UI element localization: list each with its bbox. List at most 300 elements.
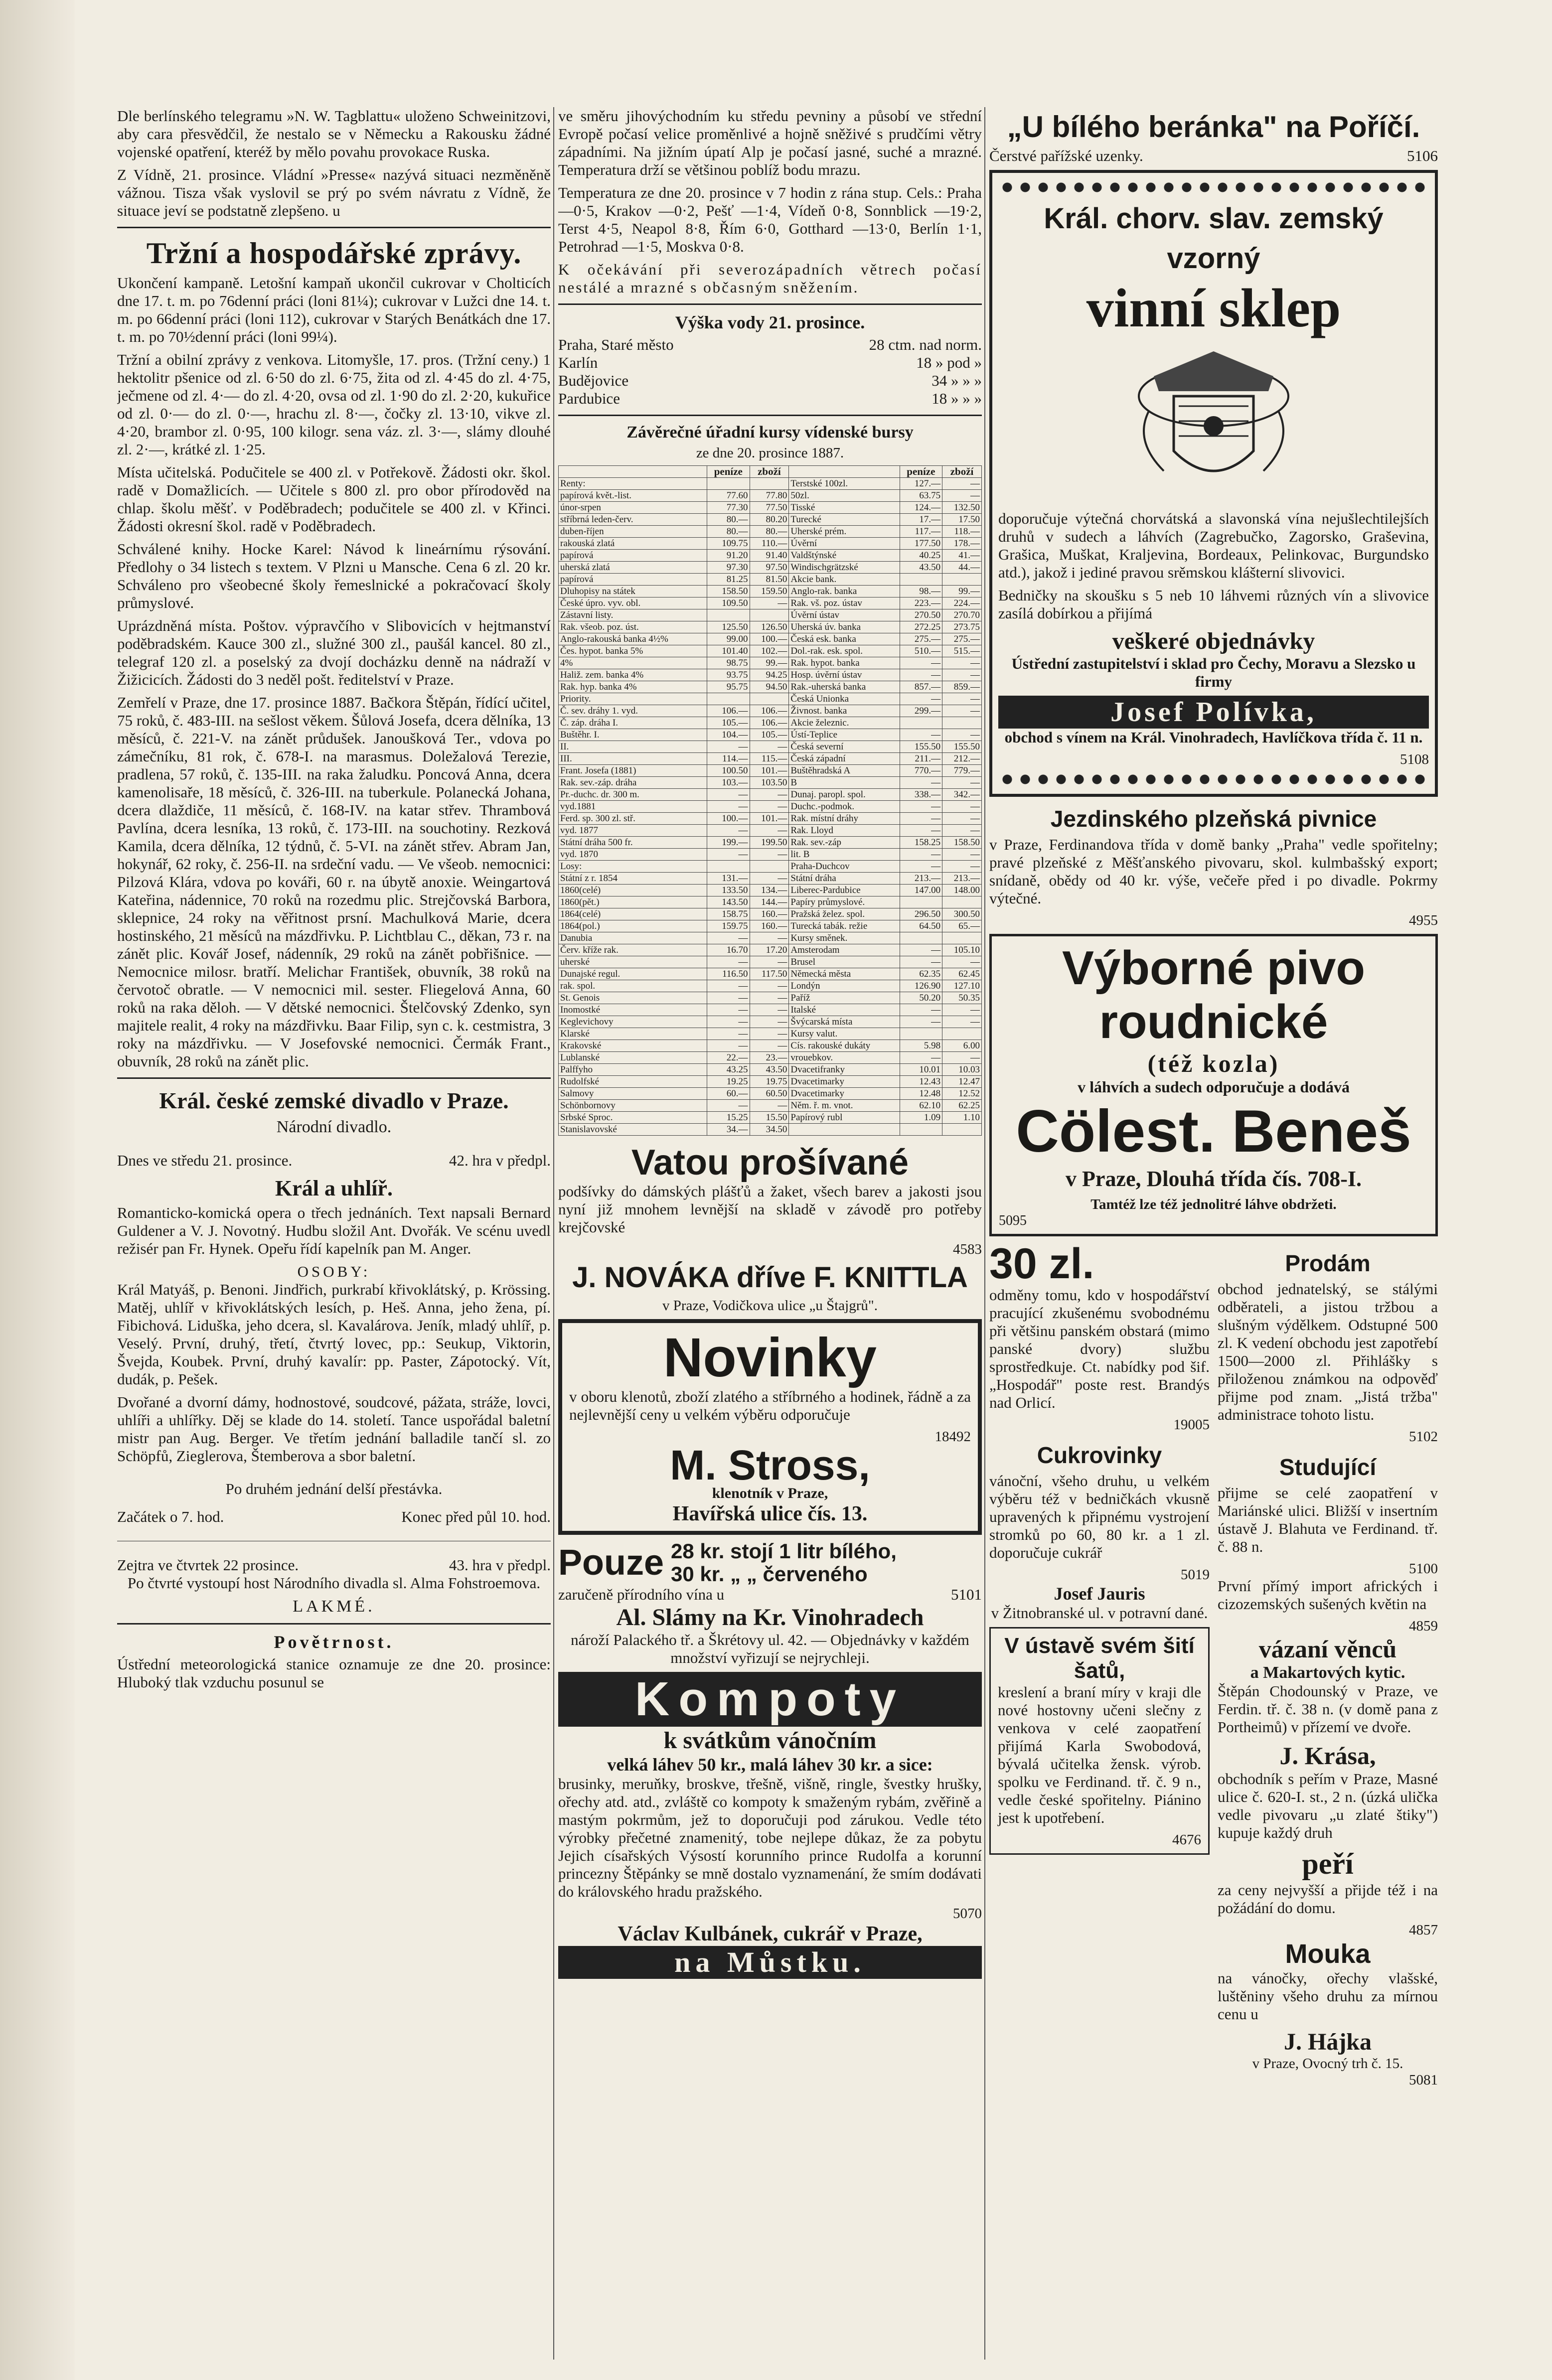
ornament-dots (998, 179, 1429, 196)
table-cell: Valdštýnské (789, 550, 900, 562)
ad-jauris-name: Josef Jauris (1054, 1584, 1145, 1604)
table-cell: Windischgrätzské (789, 562, 900, 574)
water-level-list (558, 336, 982, 408)
water-level-place: Praha, Staré město (558, 336, 674, 353)
table-cell: Schönbornovy (559, 1100, 707, 1112)
table-cell: 272.25 (900, 621, 942, 633)
table-row (559, 777, 982, 789)
section-title-trzni: Tržní a hospodářské zprávy. (146, 237, 522, 270)
table-cell: 62.25 (942, 1100, 982, 1112)
table-cell: Kursy směnek. (789, 932, 900, 944)
table-cell: 98.— (900, 586, 942, 597)
table-cell: Úvěrní (789, 538, 900, 550)
table-cell: 338.— (900, 789, 942, 801)
table-cell: III. (559, 753, 707, 765)
table-cell: 160.— (750, 920, 789, 932)
table-row (559, 621, 982, 633)
ad-novinky-title: Novinky (663, 1327, 877, 1388)
table-cell: Pražská želez. spol. (789, 908, 900, 920)
table-cell: 5.98 (900, 1040, 942, 1052)
ad-ustave (989, 1627, 1210, 1855)
table-cell (707, 609, 750, 621)
table-cell: — (900, 813, 942, 825)
water-level-row (558, 354, 982, 372)
table-cell: — (900, 669, 942, 681)
column-divider (984, 107, 985, 2360)
table-cell: — (750, 980, 789, 992)
ad-vinni-sklep (989, 170, 1438, 797)
table-cell (750, 478, 789, 490)
table-cell: Č. záp. dráha I. (559, 717, 707, 729)
table-cell: — (942, 490, 982, 502)
table-cell: vyd. 1877 (559, 825, 707, 837)
table-cell: 296.50 (900, 908, 942, 920)
table-cell: Státní dráha (789, 873, 900, 885)
table-cell: 117.50 (750, 968, 789, 980)
table-cell: — (750, 932, 789, 944)
table-cell (942, 896, 982, 908)
table-cell: stříbrná leden-červ. (559, 514, 707, 526)
table-cell: 81.25 (707, 574, 750, 586)
table-cell: Anglo-rakouská banka 4½% (559, 633, 707, 645)
table-cell: 147.00 (900, 885, 942, 896)
table-cell: 99.00 (707, 633, 750, 645)
table-cell: 510.— (900, 645, 942, 657)
guest-note: Po čtvrté vystoupí host Národního divadla sl. Alma Fohstroemova. (127, 1574, 541, 1592)
price-red: 30 kr. (671, 1562, 725, 1586)
table-cell: — (942, 705, 982, 717)
table-cell: Krakovské (559, 1040, 707, 1052)
table-header (789, 466, 900, 478)
table-cell: 199.50 (750, 837, 789, 849)
table-cell: Zástavní listy. (559, 609, 707, 621)
ad-stross-sub: klenotník v Praze, (712, 1485, 828, 1501)
theatre-title: Král. české zemské divadlo v Praze. (159, 1088, 509, 1113)
table-row (559, 478, 982, 490)
ad-vatou-text: podšívky do dámských plášťů a žaket, všech barev a jakosti jsou nyní již mnohem levnější na skladě v závodě pro potřeby krejčovské (558, 1183, 982, 1236)
table-cell: 158.50 (942, 837, 982, 849)
ad-beranka-title: „U bílého beránka" na Poříčí. (1007, 110, 1420, 144)
table-cell: 17.— (900, 514, 942, 526)
table-cell: 50.20 (900, 992, 942, 1004)
table-cell: 101.40 (707, 645, 750, 657)
ad-cukrovinky-number: 5019 (1181, 1567, 1210, 1583)
table-cell: Cís. rakouské dukáty (789, 1040, 900, 1052)
table-cell: 50zl. (789, 490, 900, 502)
table-cell: Liberec-Pardubice (789, 885, 900, 896)
table-cell: — (707, 1004, 750, 1016)
table-cell: 4% (559, 657, 707, 669)
table-cell: — (750, 849, 789, 861)
table-cell: 159.50 (750, 586, 789, 597)
ad-hajka-address: v Praze, Ovocný trh č. 15. (1252, 2056, 1403, 2072)
table-cell: 77.50 (750, 502, 789, 514)
ad-novinky-text: v oboru klenotů, zboží zlatého a stříbrného a hodinek, řádně a za nejlevnější ceny u velkém výběru odporučuje (569, 1388, 971, 1423)
table-cell: 223.— (900, 597, 942, 609)
table-cell: Č. sev. dráhy 1. vyd. (559, 705, 707, 717)
table-cell: — (750, 741, 789, 753)
exchange-title: Závěrečné úřadní kursy vídenské bursy (626, 423, 914, 442)
ad-ustave-title: V ústavě svém šití šatů, (1004, 1634, 1195, 1683)
table-cell: 95.75 (707, 681, 750, 693)
table-cell: papírová (559, 550, 707, 562)
table-row (559, 681, 982, 693)
table-cell: Londýn (789, 980, 900, 992)
table-row (559, 538, 982, 550)
ad-peri-title: peří (1302, 1847, 1354, 1880)
ad-pouze-row (558, 1586, 982, 1604)
ad-benes-number: 5095 (999, 1213, 1027, 1228)
table-cell: — (900, 729, 942, 741)
table-cell: Dvacetifranky (789, 1064, 900, 1076)
table-cell: — (750, 873, 789, 885)
table-cell (900, 574, 942, 586)
table-cell: Rak. všeob. poz. úst. (559, 621, 707, 633)
table-row (559, 562, 982, 574)
table-cell: Salmovy (559, 1088, 707, 1100)
table-cell: Česká západní (789, 753, 900, 765)
news-vienna: Z Vídně, 21. prosince. Vládní »Presse« nazývá situaci nezměněně vážnou. Tisza však vyslovil se prý po svém návratu z Vídně, že situace jeví se podstatně zlepšeno. u (117, 166, 551, 219)
table-cell: 63.75 (900, 490, 942, 502)
table-row (559, 1112, 982, 1124)
table-row (559, 896, 982, 908)
table-cell: 80.— (750, 526, 789, 538)
table-cell: 93.75 (707, 669, 750, 681)
table-cell: Úvěrní ústav (789, 609, 900, 621)
table-row (559, 586, 982, 597)
table-cell: Keglevichovy (559, 1016, 707, 1028)
table-cell: — (750, 992, 789, 1004)
table-row (559, 1100, 982, 1112)
table-cell: 34.— (707, 1124, 750, 1136)
table-cell: 1864(pol.) (559, 920, 707, 932)
article-zemreli: Zemřelí v Praze, dne 17. prosince 1887. Bačkora Štěpán, řídící učitel, 75 roků, č. 483-III. na sešlost věkem. Šůlová Josefa, dcera dělníka, 13 měsíců, č. 221-V. na zánět průdušek. Janoušková Ter., vdova po zámečníku, 81 rok, č. 678-I. na marasmus. Doležalová Terezie, pradlena, 57 roků, č. 135-III. na raka žaludku. Poncová Anna, dcera kamenolisaře, 18 měsíců, č. 326-III. na tuberkule. Polanecká Johana, dcera dlaždiče, 11 měsíců, č. 168-IV. na katar střev. Thrambová Pavlína, dcera lesníka, 13 roků, č. 173-III. na souchotiny. Rezková Kamila, dcera dělníka, 12 týdnů, č. 5-VI. na zánět střev. Abram Jan, hokynář, 62 roky, č. 256-II. na srdeční vadu. — Ve všeob. nemocnici: Pilzová Klára, vdova po kováři, 60 r. na úbytě anoxie. Weingartová Kateřina, nádennice, 70 roků na rozedmu plic. Strejčovská Barbora, sklepnice, 24 roky na věřitnost prsní. Machulková Marie, dcera hostinského, 21 měsíců na mázdřivku. P. Lichtblau C., děkan, 73 r. na zánět plic. Kovář Josef, nádenník, 29 roků na zánět pobřišnice. — Nemocnice milosr. bratří. Melichar František, obuvník, 38 roků na červotoč obratle. — V nemocnici mil. sester. Fliegelová Anna, 60 roků na raka děloh. — V dětské nemocnici. Štelčovský Zdenko, syn majitele realit, 4 roky na mázdřivku. Baar Filip, syn c. k. cestmistra, 3 roky na mázdřivku. — V Josefovské nemocnici. Čermák Frant., obuvník, 28 roků na zánět plic. (117, 694, 551, 1070)
table-cell: II. (559, 741, 707, 753)
table-cell: 299.— (900, 705, 942, 717)
table-cell: Něm. ř. m. vnot. (789, 1100, 900, 1112)
table-cell: 109.75 (707, 538, 750, 550)
table-row (559, 765, 982, 777)
weather-continued: ve směru jihovýchodním ku středu pevniny a působí ve střední Evropě počasí velice proměnlivé a hojně sněživé s prudčími větry západními. Na jižním úpatí Alp je počasí jasné, suché a mrazné. Temperatura drží se většinou poblíž bodu mrazu. (558, 107, 982, 178)
ads-left (989, 1241, 1210, 2088)
theatre-date-row (117, 1152, 551, 1170)
ad-beranka-number: 5106 (1407, 147, 1438, 164)
table-cell: 99.— (942, 586, 982, 597)
table-cell: — (942, 849, 982, 861)
table-cell: — (707, 825, 750, 837)
table-cell: 211.— (900, 753, 942, 765)
table-header: zboží (942, 466, 982, 478)
table-cell: rakouská zlatá (559, 538, 707, 550)
ad-import-number: 4859 (1409, 1618, 1438, 1634)
table-cell: Česká Unionka (789, 693, 900, 705)
table-cell: vrouebkov. (789, 1052, 900, 1064)
table-row (559, 920, 982, 932)
table-row (559, 789, 982, 801)
table-cell: 12.43 (900, 1076, 942, 1088)
table-cell: Dunajské regul. (559, 968, 707, 980)
table-cell: Rak. hyp. banka 4% (559, 681, 707, 693)
time-row (117, 1508, 551, 1526)
ad-cukrovinky-title: Cukrovinky (1037, 1442, 1162, 1468)
ad-import-text: První přímý import afrických i cizozemských sušených květin na (1218, 1577, 1438, 1613)
table-cell: Švýcarská místa (789, 1016, 900, 1028)
table-row (559, 885, 982, 896)
table-cell: — (707, 980, 750, 992)
table-cell: — (707, 1100, 750, 1112)
table-cell: — (942, 1052, 982, 1064)
table-cell (707, 693, 750, 705)
table-cell: 15.50 (750, 1112, 789, 1124)
table-cell: 105.— (750, 729, 789, 741)
next-play-number: 43. hra v předpl. (449, 1556, 551, 1574)
table-cell: 859.— (942, 681, 982, 693)
table-cell: 273.75 (942, 621, 982, 633)
table-cell: Buštěhradská A (789, 765, 900, 777)
table-row (559, 514, 982, 526)
table-cell: — (942, 777, 982, 789)
table-row (559, 1016, 982, 1028)
table-cell: 6.00 (942, 1040, 982, 1052)
table-cell: 97.50 (750, 562, 789, 574)
cast-extras: Dvořané a dvorní dámy, hodnostové, soudcové, pážata, stráže, lovci, uhlíři a uhlířky. Děj se klade do 14. století. Tance uspořádal baletní mistr pan Aug. Berger. Ve třetím jednání balladile tančí sl. zo Schöpfů, Zieglerova, Štemberova a sbor baletní. (117, 1393, 551, 1465)
table-cell: — (750, 1028, 789, 1040)
table-header: zboží (750, 466, 789, 478)
table-cell: 132.50 (942, 502, 982, 514)
table-cell (900, 896, 942, 908)
table-cell: — (750, 789, 789, 801)
table-cell: 224.— (942, 597, 982, 609)
news-berlin: Dle berlínského telegramu »N. W. Tagblattu« uloženo Schweinitzovi, aby cara přesvědčil, že nestalo se v Německu a Rakousku žádné vojenské opatření, kteréž by mělo povahu provokace Ruska. (117, 107, 551, 160)
exchange-date: ze dne 20. prosince 1887. (696, 445, 844, 461)
table-row (559, 968, 982, 980)
table-cell: — (942, 657, 982, 669)
ad-sklep-title: vinní sklep (1086, 278, 1341, 338)
ad-mustku: na Můstku. (558, 1946, 982, 1979)
table-cell: Rak. hypot. banka (789, 657, 900, 669)
table-cell: 1.10 (942, 1112, 982, 1124)
table-cell: Papíry průmyslové. (789, 896, 900, 908)
ad-pouze-prices (671, 1540, 897, 1586)
table-cell: Priority. (559, 693, 707, 705)
table-cell: — (900, 1052, 942, 1064)
ad-benes-note: Tamtéž lze též jednolitré láhve obdržeti. (1090, 1196, 1337, 1212)
next-play-title: LAKMÉ. (293, 1597, 375, 1616)
table-cell: Turecká tabák. režie (789, 920, 900, 932)
price-white: 28 kr. (671, 1539, 725, 1563)
table-cell: 275.— (900, 633, 942, 645)
table-cell: 43.25 (707, 1064, 750, 1076)
table-cell: — (707, 1040, 750, 1052)
ad-vatou-number: 4583 (953, 1241, 982, 1257)
ad-mouka-text: na vánočky, ořechy vlašské, luštěniny všeho druhu za mírnou cenu u (1218, 1969, 1438, 2023)
table-cell: 12.48 (900, 1088, 942, 1100)
table-cell: Losy: (559, 861, 707, 873)
table-cell: — (750, 1100, 789, 1112)
table-cell (750, 609, 789, 621)
table-cell: Červ. kříže rak. (559, 944, 707, 956)
table-cell: 65.— (942, 920, 982, 932)
water-level-place: Pardubice (558, 390, 620, 407)
table-row (559, 741, 982, 753)
table-row (559, 837, 982, 849)
table-row (559, 1064, 982, 1076)
table-cell (942, 1028, 982, 1040)
table-row (559, 490, 982, 502)
table-row (559, 801, 982, 813)
table-cell: 144.— (750, 896, 789, 908)
table-cell: 100.50 (707, 765, 750, 777)
weather-title: Povětrnost. (274, 1632, 394, 1652)
table-cell: 115.— (750, 753, 789, 765)
table-row (559, 1088, 982, 1100)
ad-ustave-text: kreslení a braní míry v kraji dle nové hostovny učeni slečny z venkova v celé zaopatření přijímá Karla Swobodová, bývalá učitelka žensk. výrob. spolku ve Ferdinand. tř. č. 9 n., vedle české spořitelny. Piánino jest k upotřebení. (998, 1683, 1201, 1826)
table-cell: 98.75 (707, 657, 750, 669)
table-cell: 103.— (707, 777, 750, 789)
table-cell: 104.— (707, 729, 750, 741)
table-row (559, 1004, 982, 1016)
table-cell: Papírový rubl (789, 1112, 900, 1124)
table-cell: 80.20 (750, 514, 789, 526)
divider (117, 1623, 551, 1625)
table-cell: únor-srpen (559, 502, 707, 514)
table-cell: — (750, 1040, 789, 1052)
column-2 (558, 107, 982, 1979)
table-cell: Italské (789, 1004, 900, 1016)
ad-stross-address: Havířská ulice čís. 13. (672, 1502, 868, 1525)
table-cell: 94.25 (750, 669, 789, 681)
table-cell: uherská zlatá (559, 562, 707, 574)
ad-pouze-title: Pouze (558, 1543, 664, 1583)
table-cell: 17.50 (942, 514, 982, 526)
table-cell: 158.75 (707, 908, 750, 920)
table-row (559, 932, 982, 944)
table-cell: — (707, 789, 750, 801)
table-cell: 125.50 (707, 621, 750, 633)
table-cell: 12.47 (942, 1076, 982, 1088)
ad-prodam-number: 5102 (1409, 1429, 1438, 1445)
start-time: Začátek o 7. hod. (117, 1508, 224, 1525)
ad-novaka-address: v Praze, Vodičkova ulice „u Štajgrů". (662, 1298, 878, 1314)
table-cell: 43.50 (750, 1064, 789, 1076)
table-cell: St. Genois (559, 992, 707, 1004)
table-cell: — (750, 801, 789, 813)
table-cell: — (942, 729, 982, 741)
water-level-place: Budějovice (558, 372, 629, 389)
table-cell: papírová květ.-list. (559, 490, 707, 502)
ad-ustave-number: 4676 (1172, 1832, 1201, 1848)
ad-slamy-name: Al. Slámy na Kr. Vinohradech (616, 1604, 924, 1631)
table-row (559, 669, 982, 681)
table-cell: Česká severní (789, 741, 900, 753)
table-cell: 159.75 (707, 920, 750, 932)
table-cell: — (900, 944, 942, 956)
article-mista-ucitelska: Místa učitelská. Podučitele se 400 zl. v Potřekově. Žádosti okr. škol. radě v Domažlicích. — Učitele s 800 zl. pro obor přírodověd na chlap. školu měšť. v Poděbradech; podučitele se 400 zl. v Křinci. Žádosti okresní škol. radě v Poděbradech. (117, 463, 551, 535)
table-cell: Danubia (559, 932, 707, 944)
ad-vatou-title: Vatou prošívané (631, 1143, 909, 1183)
table-cell: 270.50 (900, 609, 942, 621)
table-cell: 94.50 (750, 681, 789, 693)
table-cell: 22.— (707, 1052, 750, 1064)
ad-studujici-number: 5100 (1409, 1561, 1438, 1577)
table-cell: 1.09 (900, 1112, 942, 1124)
ad-sklep-text2: Bedničky na skoušku s 5 neb 10 láhvemi různých vín a slivovice zasílá dobírkou a přijímá (998, 587, 1429, 622)
table-cell: — (942, 861, 982, 873)
water-level-value: 18 » pod » (916, 354, 982, 371)
table-cell: — (900, 956, 942, 968)
ad-sklep-orders: veškeré objednávky (1112, 628, 1315, 654)
table-cell: 80.— (707, 526, 750, 538)
table-cell: — (750, 597, 789, 609)
ad-pouze (558, 1540, 982, 1586)
table-cell: 199.— (707, 837, 750, 849)
table-cell: 62.35 (900, 968, 942, 980)
table-cell: 100.— (750, 633, 789, 645)
table-cell: 106.— (750, 705, 789, 717)
weather-text: Ústřední meteorologická stanice oznamuje ze dne 20. prosince: Hluboký tlak vzduchu posunul se (117, 1655, 551, 1691)
table-cell: 127.— (900, 478, 942, 490)
table-cell: Kursy valut. (789, 1028, 900, 1040)
column-3 (989, 107, 1438, 2088)
ad-jezdinsky-text: v Praze, Ferdinandova třída v domě banky „Praha" vedle spořitelny; pravé plzeňské z Měšťanského pivovaru, skol. kulmbašský export; snídaně, obědy od 40 kr. výše, večeře před i po divadle. Pokrmy výtečné. (989, 836, 1438, 907)
table-cell: 106.— (750, 717, 789, 729)
table-cell: Dvacetimarky (789, 1088, 900, 1100)
table-cell: Renty: (559, 478, 707, 490)
table-cell: 77.30 (707, 502, 750, 514)
temperatures: Temperatura ze dne 20. prosince v 7 hodin z rána stup. Cels.: Praha —0·5, Krakov —0·2, Pešť —1·4, Vídeň 0·8, Sonnblick —19·2, Terst 4·5, Neapol 8·8, Řím 6·0, Gotthard —13·0, Berlín 1·1, Petrohrad —1·5, Moskva 0·8. (558, 184, 982, 255)
ad-novaka-name: J. NOVÁKA dříve F. KNITTLA (572, 1261, 968, 1294)
exchange-table (558, 465, 982, 1136)
theatre-play-title: Král a uhlíř. (275, 1176, 393, 1200)
intermission-note: Po druhém jednání delší přestávka. (225, 1480, 443, 1497)
table-cell: 44.— (942, 562, 982, 574)
table-cell: Akcie bank. (789, 574, 900, 586)
table-cell (707, 478, 750, 490)
ad-jezdinsky-title: Jezdinského plzeňská pivnice (1050, 806, 1377, 832)
table-cell: papírová (559, 574, 707, 586)
table-row (559, 908, 982, 920)
table-cell: — (750, 825, 789, 837)
table-cell: 101.— (750, 813, 789, 825)
table-cell: Klarské (559, 1028, 707, 1040)
table-cell: 80.— (707, 514, 750, 526)
ad-beranka-sub: Čerstvé pařížské uzenky. (989, 147, 1143, 164)
table-cell: — (942, 693, 982, 705)
ad-benes-name: Cölest. Beneš (1016, 1098, 1411, 1165)
ad-pouze-text: zaručeně přírodního vína u (558, 1586, 725, 1603)
table-cell: 117.— (900, 526, 942, 538)
table-cell: Dunaj. paropl. spol. (789, 789, 900, 801)
divider (558, 415, 982, 416)
table-cell: Uherská úv. banka (789, 621, 900, 633)
table-row (559, 705, 982, 717)
table-cell: Terstské 100zl. (789, 478, 900, 490)
table-cell: Státní z r. 1854 (559, 873, 707, 885)
table-row (559, 1040, 982, 1052)
table-row (559, 944, 982, 956)
ad-sklep-agency: Ústřední zastupitelství i sklad pro Čechy, Moravu a Slezsko u firmy (1011, 655, 1416, 690)
table-row (559, 980, 982, 992)
water-level-row (558, 390, 982, 408)
ad-vazani-title: vázaní věnců (1258, 1635, 1397, 1663)
table-cell: — (707, 992, 750, 1004)
table-cell: — (750, 1004, 789, 1016)
table-cell: Srbské Sproc. (559, 1112, 707, 1124)
table-cell: České úpro. vyv. obl. (559, 597, 707, 609)
divider (558, 303, 982, 305)
theatre-description: Romanticko-komická opera o třech jednáních. Text napsali Bernard Guldener a V. J. Novotný. Hudbu složil Ant. Dvořák. Ve scénu uvedl režisér pan Fr. Hynek. Opeřu řídí kapelník pan M. Anger. (117, 1204, 551, 1257)
table-cell: 15.25 (707, 1112, 750, 1124)
